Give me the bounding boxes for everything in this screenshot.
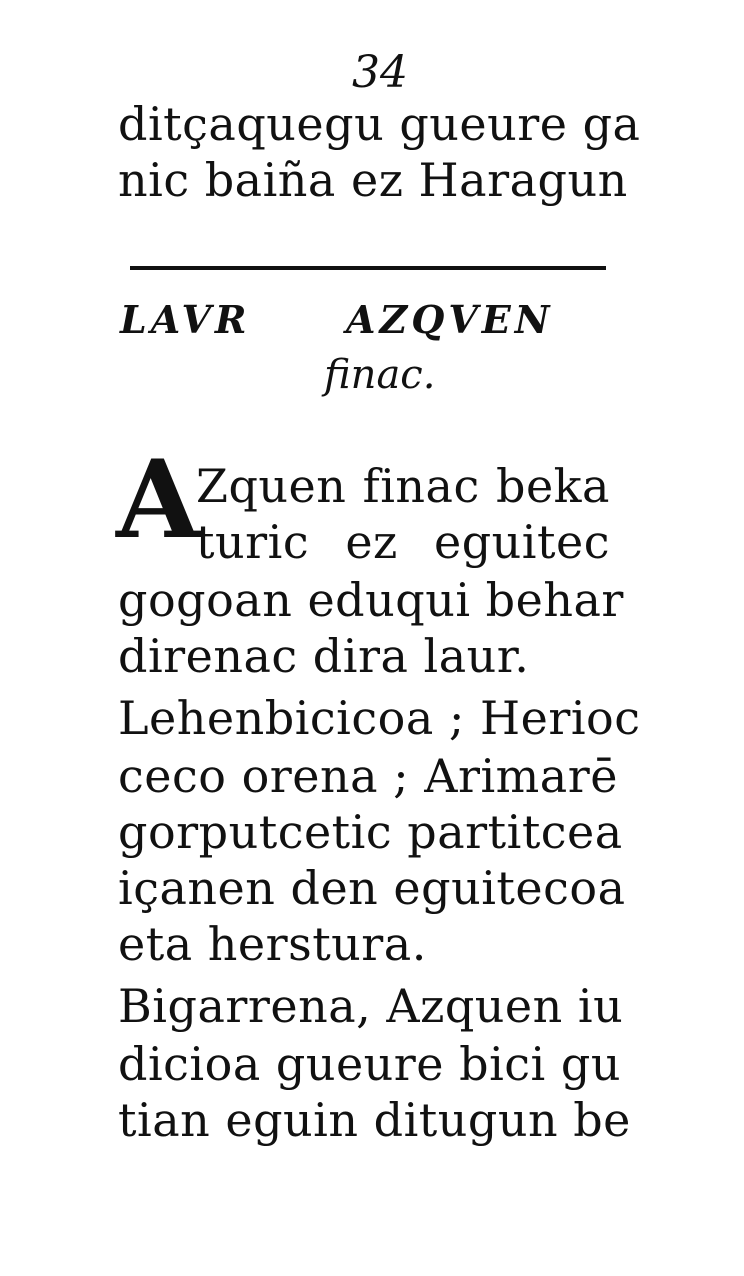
word: ez (345, 515, 398, 569)
text-line: dicioa gueure bici gu (118, 1037, 621, 1091)
word: beka (496, 459, 610, 513)
word: turic (196, 515, 310, 569)
drop-cap: A (116, 437, 200, 563)
section-heading-sub: finac. (324, 352, 436, 398)
text-line: ceco orena ; Arimarē (118, 749, 618, 803)
text-line: direnac dira laur. (118, 629, 530, 683)
section-heading-left: LAVR (120, 297, 251, 342)
text-line: gorputcetic partitcea (118, 805, 623, 859)
page-number: 34 (352, 47, 408, 98)
section-heading-right: AZQVEN (346, 297, 554, 342)
text-line (196, 514, 610, 570)
text-line: içanen den eguitecoa (118, 861, 626, 915)
text-line: ditçaquegu gueure ga (118, 97, 641, 151)
text-line: gogoan eduqui behar (118, 573, 624, 627)
word: finac (362, 459, 480, 513)
text-line: Bigarrena, Azquen iu (118, 979, 624, 1033)
text-line: nic baiña ez Haragun (118, 153, 628, 207)
text-line: tian eguin ditugun be (118, 1093, 631, 1147)
text-line (196, 458, 610, 514)
word: Zquen (196, 459, 347, 513)
text-line: Lehenbicicoa ; Herioc (118, 691, 641, 745)
word: eguitec (434, 515, 610, 569)
text-line: eta herstura. (118, 917, 427, 971)
section-divider (130, 266, 606, 270)
